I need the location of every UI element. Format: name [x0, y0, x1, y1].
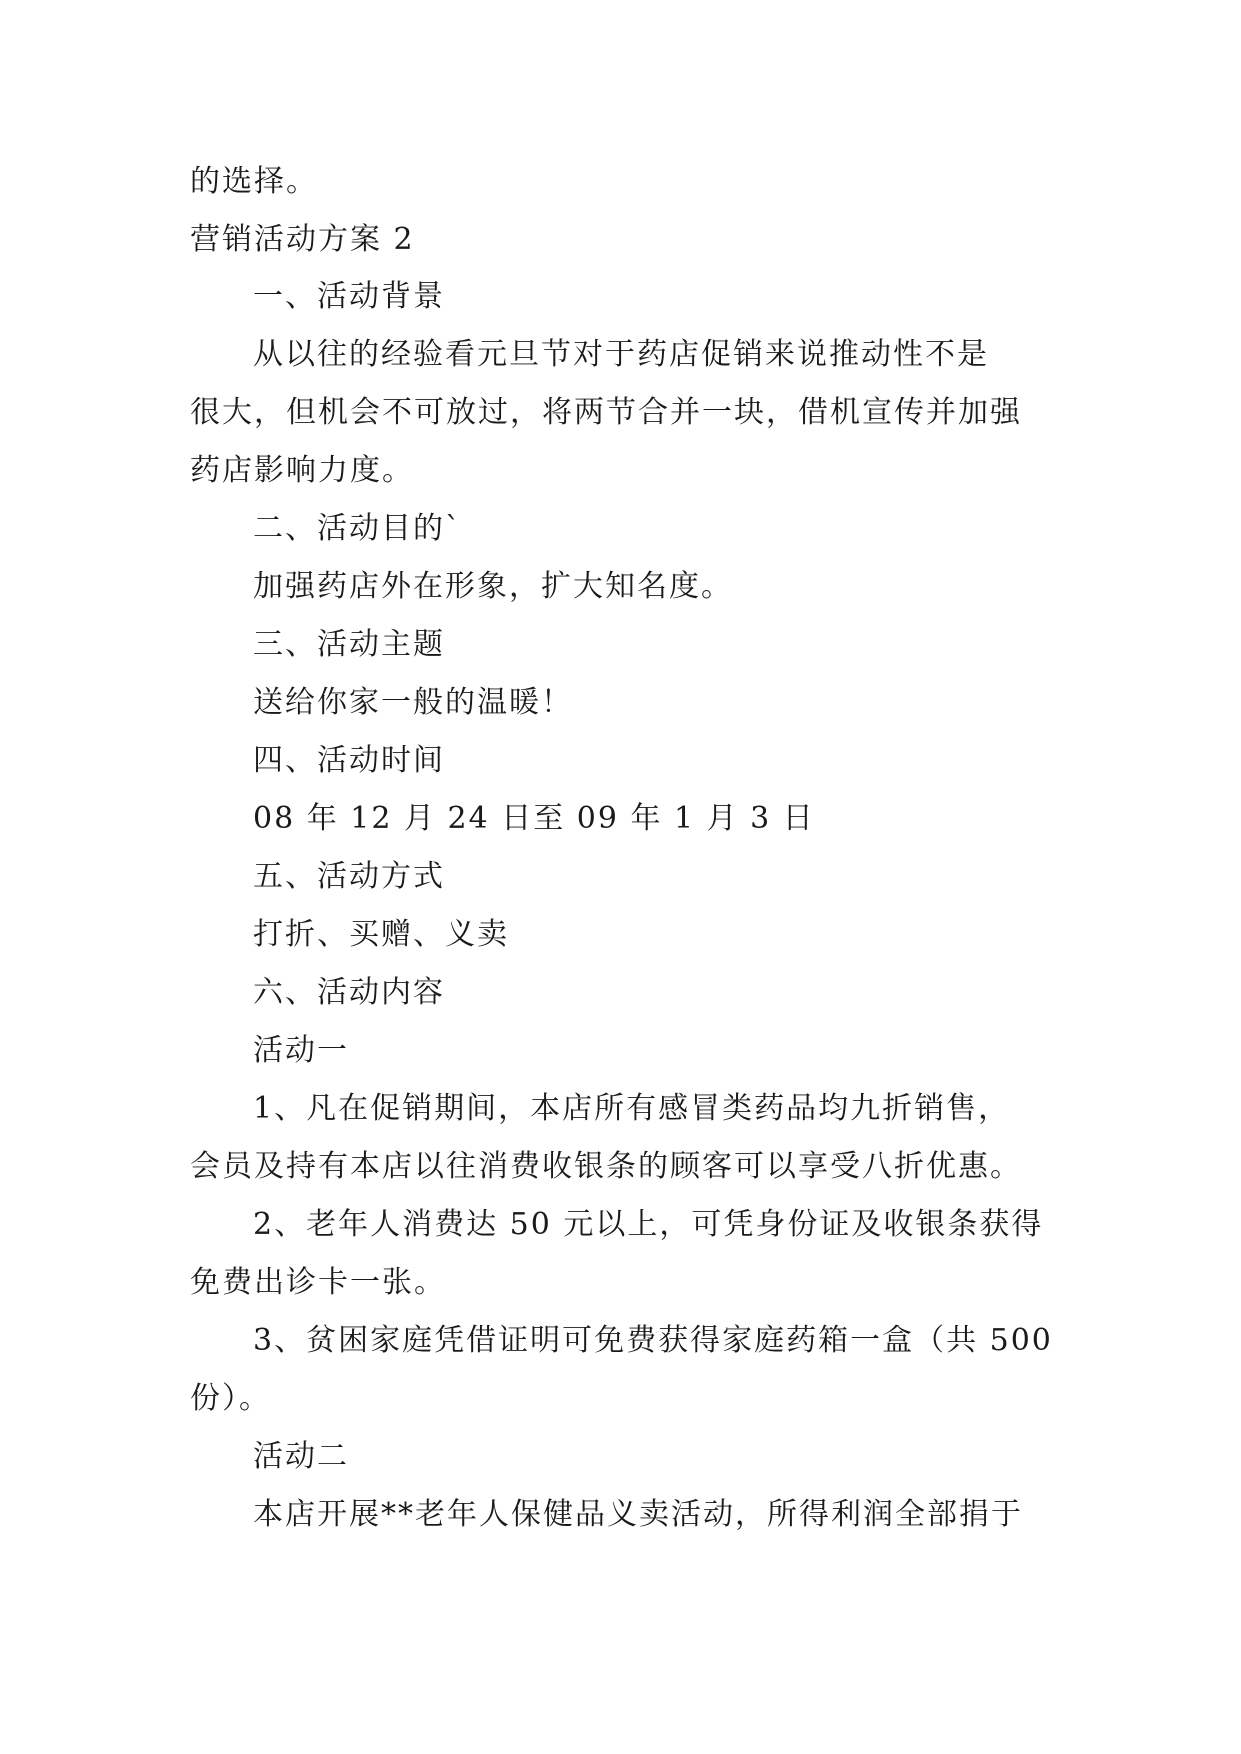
- heading-method: 五、活动方式: [253, 859, 445, 894]
- paragraph-line: 会员及持有本店以往消费收银条的顾客可以享受八折优惠。: [190, 1149, 1022, 1184]
- heading-content: 六、活动内容: [253, 975, 445, 1010]
- paragraph-line: 2、老年人消费达 50 元以上，可凭身份证及收银条获得: [253, 1207, 1044, 1242]
- paragraph-line: 从以往的经验看元旦节对于药店促销来说推动性不是: [253, 337, 989, 372]
- paragraph-line: 打折、买赠、义卖: [253, 917, 509, 952]
- subheading-activity-one: 活动一: [253, 1033, 349, 1068]
- paragraph-line: 08 年 12 月 24 日至 09 年 1 月 3 日: [253, 801, 815, 836]
- paragraph-line: 免费出诊卡一张。: [190, 1265, 446, 1300]
- paragraph-line: 1、凡在促销期间，本店所有感冒类药品均九折销售，: [253, 1091, 1011, 1126]
- text-line: 的选择。: [190, 164, 318, 199]
- paragraph-line: 3、贫困家庭凭借证明可免费获得家庭药箱一盒（共 500: [253, 1323, 1053, 1358]
- heading-purpose: 二、活动目的`: [253, 511, 462, 546]
- paragraph-line: 很大，但机会不可放过，将两节合并一块，借机宣传并加强: [190, 395, 1022, 430]
- section-title: 营销活动方案 2: [190, 222, 415, 257]
- paragraph-line: 本店开展**老年人保健品义卖活动，所得利润全部捐于: [253, 1497, 1023, 1532]
- paragraph-line: 药店影响力度。: [190, 453, 414, 488]
- heading-time: 四、活动时间: [253, 743, 445, 778]
- subheading-activity-two: 活动二: [253, 1439, 349, 1474]
- heading-background: 一、活动背景: [253, 279, 445, 314]
- paragraph-line: 加强药店外在形象，扩大知名度。: [253, 569, 733, 604]
- paragraph-line: 送给你家一般的温暖！: [253, 685, 573, 720]
- heading-theme: 三、活动主题: [253, 627, 445, 662]
- paragraph-line: 份）。: [190, 1381, 271, 1416]
